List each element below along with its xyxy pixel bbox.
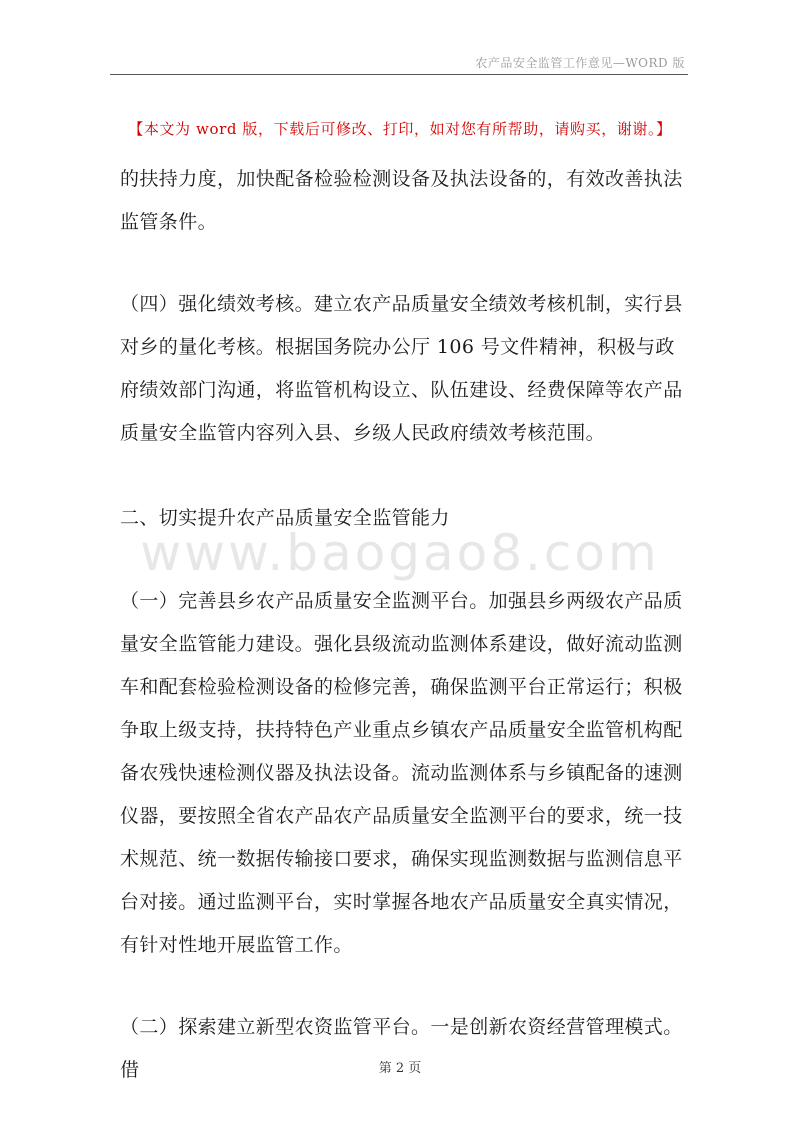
page-number: 第 2 页 bbox=[378, 1061, 422, 1076]
paragraph-agri-input-platform: （二）探索建立新型农资监管平台。一是创新农资经营管理模式。借 bbox=[120, 1016, 683, 1081]
paragraph-performance-assessment: （四）强化绩效考核。建立农产品质量安全绩效考核机制，实行县对乡的量化考核。根据国务院办公厅 106 号文件精神，积极与政府绩效部门沟通，将监管机构设立、队伍建设、经费保障等农产品质量安全监管内容列入县、乡级人民政府绩效考核范围。 bbox=[120, 293, 683, 444]
purchase-notice: 【本文为 word 版，下载后可修改、打印，如对您有所帮助，请购买，谢谢。】 bbox=[128, 120, 672, 138]
section-heading: 二、切实提升农产品质量安全监管能力 bbox=[120, 507, 450, 529]
header-divider bbox=[110, 74, 688, 75]
watermark: www.baogao8.com bbox=[140, 524, 660, 582]
running-header: 农产品安全监管工作意见—WORD 版 bbox=[475, 56, 685, 70]
paragraph-continuation: 的扶持力度，加快配备检验检测设备及执法设备的，有效改善执法监管条件。 bbox=[120, 168, 683, 233]
paragraph-monitoring-platform: （一）完善县乡农产品质量安全监测平台。加强县乡两级农产品质量安全监管能力建设。强化县级流动监测体系建设，做好流动监测车和配套检验检测设备的检修完善，确保监测平台正常运行；积极争取上级支持，扶持特色产业重点乡镇农产品质量安全监管机构配备农残快速检测仪器及执法设备。流动监测体系与乡镇配备的速测仪器，要按照全省农产品农产品质量安全监测平台的要求，统一技术规范、统一数据传输接口要求，确保实现监测数据与监测信息平台对接。通过监测平台，实时掌握各地农产品质量安全真实情况，有针对性地开展监管工作。 bbox=[120, 590, 683, 956]
